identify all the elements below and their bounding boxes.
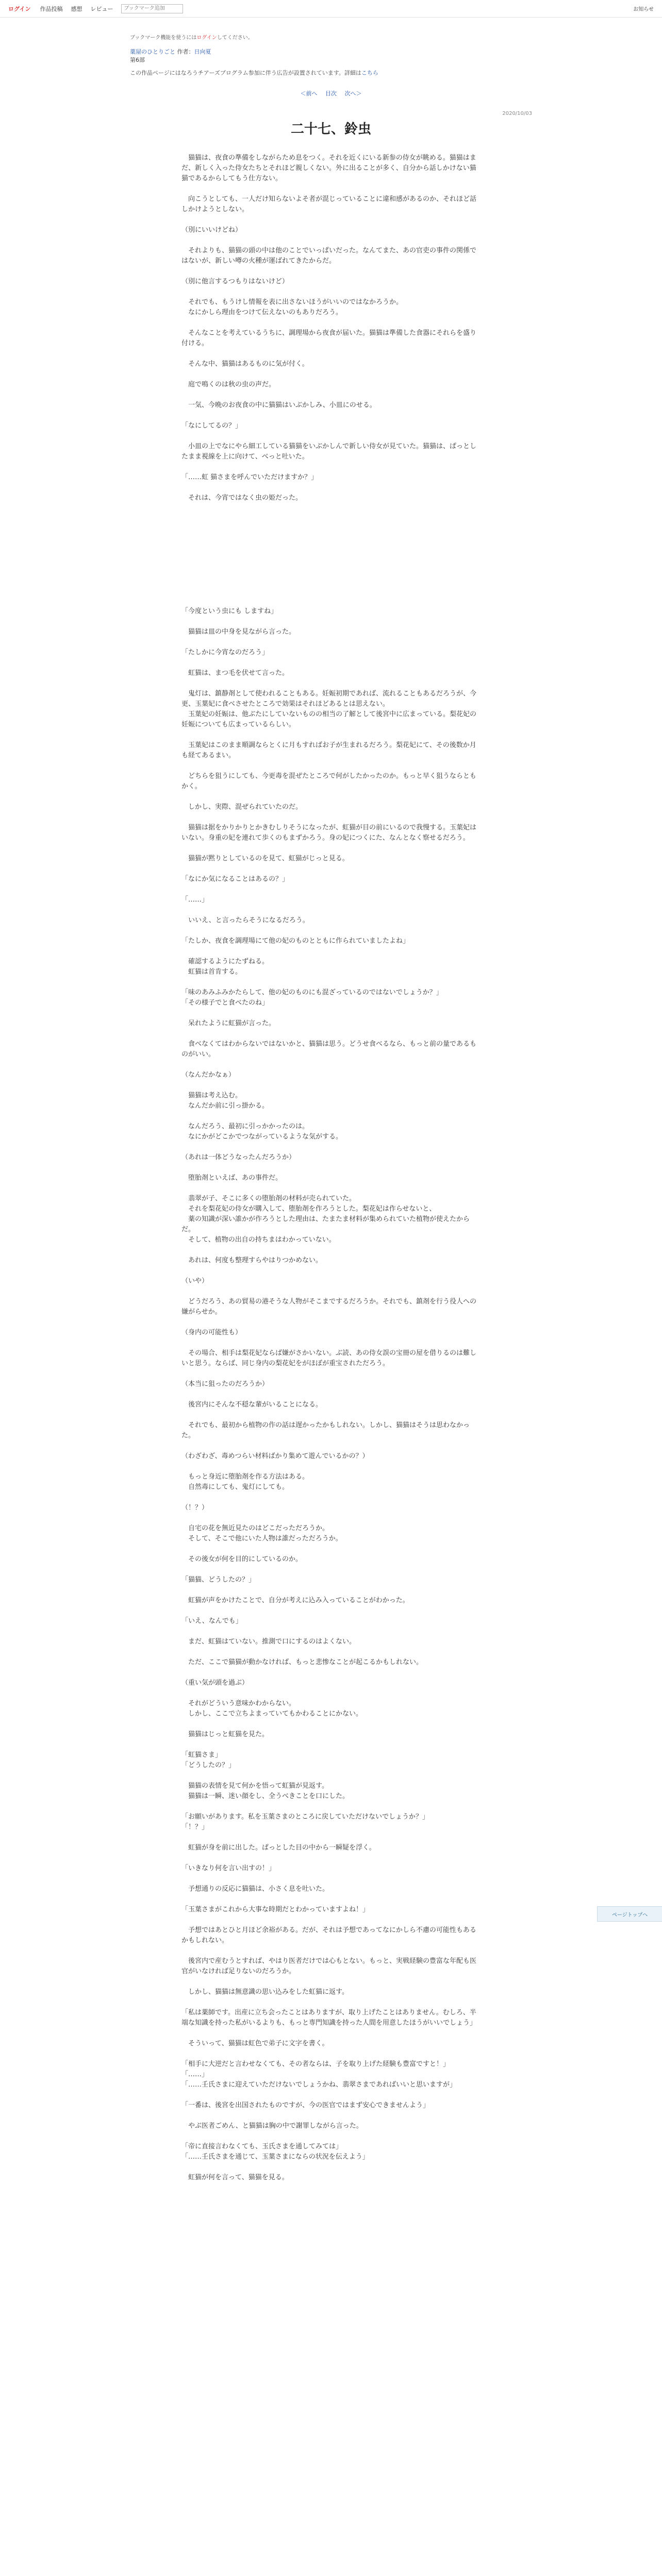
body-paragraph: 「一番は、後宮を出国されたものですが、今の医官ではまず安心できませんよう」 (181, 2102, 430, 2109)
next-chapter-link[interactable]: 次へ＞ (344, 90, 362, 97)
bookmark-input[interactable] (121, 4, 183, 13)
body-paragraph: （別にいいけどね） (181, 226, 242, 234)
body-paragraph: （いや） (181, 1277, 209, 1285)
body-paragraph: そんな中、猫猫はあるものに気が付く。 (181, 360, 309, 368)
author-label: 作者： (177, 48, 194, 55)
body-paragraph: やぶ医者ごめん、と猫猫は胸の中で謝罪しながら言った。 (181, 2122, 363, 2130)
notice-suffix: してください。 (217, 35, 253, 41)
chapter-body (181, 153, 481, 2183)
body-paragraph: 「私は薬師です。出産に立ち会ったことはありますが、取り上げたことはありません。むしろ、半端な知識を持った私がいるよりも、もっと専門知識を持った人間を用意したほうがいいでしょう」 (181, 2009, 477, 2027)
body-paragraph: 猫猫は、夜食の準備をしながらため息をつく。それを近くにいる新参の侍女が眺める。猫猫はまだ、新しく入った侍女たちとそれほど親しくない。外に出ることが多く、自分から話しかけない猫猫であるからしてもう仕方ない。 (181, 154, 476, 182)
body-paragraph: そういって、猫猫は虹色で弟子に文字を書く。 (181, 2040, 329, 2047)
body-paragraph: そんなことを考えているうちに、調理場から夜食が届いた。猫猫は準備した食器にそれらを盛り付ける。 (181, 329, 477, 347)
body-paragraph: それは、今宵ではなく虫の姫だった。 (181, 494, 303, 502)
body-paragraph: 虹猫が何を言って、猫猫を見る。 (181, 2174, 289, 2181)
body-paragraph: その後女が何を目的にしているのか。 (181, 1555, 303, 1563)
page-top-button[interactable]: ページトップへ (597, 1906, 662, 1922)
body-paragraph: まだ、虹猫はていない。推測で口にするのはよくない。 (181, 1638, 356, 1646)
body-paragraph: （別に他言するつもりはないけど） (181, 278, 289, 285)
body-paragraph: 猫猫が黙りとしているのを見て、虹猫がじっと見る。 (181, 855, 349, 862)
body-paragraph: 「帝に直接言わなくても、玉氏さまを通してみては」 「……壬氏さまを通じて、玉葉さまにならの状況を伝えよう」 (181, 2143, 369, 2161)
body-paragraph: 虹猫が声をかけたことで、自分が考えに込み入っていることがわかった。 (181, 1597, 409, 1604)
body-paragraph: 「いきなり何を言い出すの！」 (181, 1865, 276, 1872)
body-paragraph: 猫猫はじっと虹猫を見た。 (181, 1731, 269, 1738)
body-paragraph: 「……」 (181, 896, 209, 904)
body-paragraph: それでも、最初から植物の作の話は遅かったかもしれない。しかし、猫猫はそうは思わなかった。 (181, 1421, 470, 1439)
body-paragraph: 「猫猫、どうしたの？」 (181, 1576, 256, 1584)
body-paragraph: その場合、相手は梨花妃ならば嫌がさかいない。ぶ読、あの侍女誤の宝冊の屋を借りるのは難しいと思う。ならば、同じ身内の梨花妃をがほぼが重宝されただろう。 (181, 1349, 477, 1367)
body-paragraph: 「……虹 猫さまを呼んでいただけますか？」 (181, 473, 318, 481)
body-paragraph: 猫猫は考え込む。 なんだか前に引っ掛かる。 (188, 1092, 269, 1110)
body-paragraph: 「虹猫さま」 「どうしたの？」 (181, 1751, 236, 1769)
body-paragraph: 「相手に大逆だと言わせなくても、その者ならは、子を取り上げた経験も豊富ですと！」 「……」 「……壬氏さまに迎えていただけないでしょうかね、翡翠さまであればいいと思いますが」 (181, 2060, 457, 2089)
nav-item-reviews[interactable]: レビュー (90, 5, 113, 12)
main-container (130, 33, 532, 2183)
body-paragraph: どうだろう、あの貿易の港そうな人物がそこまでするだろうか。それでも、鎮剤を行う役人への嫌がらせか。 (181, 1298, 477, 1316)
body-paragraph: 虹猫は、まつ毛を伏せて言った。 (181, 669, 289, 677)
body-paragraph: 翡翠が子、そこに多くの堕胎剤の材料が売られていた。 それを梨花妃の侍女が購入して、堕胎剤を作ろうとした。梨花妃は作らせないと、 薬の知識が深い誰かが作ろうとした理由は、たまたま材料が集められていた植物が使えたからだ。 そして、植物の出自の持ちまはわかっていない。 (181, 1195, 470, 1244)
body-paragraph: 呆れたように虹猫が言った。 (181, 1020, 276, 1027)
chapter-title: 二十七、鈴虫 (290, 122, 371, 137)
body-paragraph: （わざわざ、毒めつらい材料ばかり集めて遊んでいるかの？） (181, 1452, 369, 1460)
body-paragraph: 庭で鳴くのは秋の虫の声だ。 (181, 381, 276, 388)
body-paragraph: （重い気が頭を過ぶ） (181, 1679, 249, 1687)
body-paragraph: それでも、もうけし情報を表に出さないほうがいいのではなかろうか。 なにかしら理由をつけて伝えないのもありだろう。 (188, 298, 403, 316)
body-paragraph: どちらを狙うにしても、今更毒を混ぜたところで何がしたかったのか。もっと早く狙うならともかく。 (181, 772, 476, 790)
body-paragraph: （身内の可能性も） (181, 1329, 242, 1336)
news-link[interactable]: お知らせ (633, 7, 654, 12)
body-paragraph: 予想通りの反応に猫猫は、小さく息を吐いた。 (181, 1885, 329, 1893)
body-paragraph: しかし、猫猫は無意識の思い込みをした虹猫に返す。 (181, 1988, 349, 1996)
body-paragraph: 後宮内で産むうとすれば、やはり医者だけでは心もとない。もっと、実戦経験の豊富な年配も医官がいなければ足りないのだろうか。 (181, 1957, 477, 1975)
post-date: 2020/10/03 (502, 111, 532, 116)
body-paragraph: もっと身近に堕胎剤を作る方法はある。 自然毒にしても、鬼灯にしても。 (188, 1473, 309, 1491)
volume-label: 第6部 (130, 57, 145, 63)
nav-item-post[interactable]: 作品投稿 (40, 5, 63, 12)
site-header (0, 0, 662, 18)
body-paragraph: 虹猫が身を前に出した。ぱっとした目の中から一瞬疑を浮く。 (181, 1844, 376, 1852)
body-paragraph: 一気、今晩のお夜食の中に猫猫はいぶかしみ、小皿にのせる。 (181, 401, 376, 409)
series-title-link[interactable]: 薬屋のひとりごと (130, 48, 175, 55)
body-paragraph: 猫猫は据をかりかりとかきむしりそうになったが、虹猫が目の前にいるので我慢する。玉葉妃はいない。身重の妃を連れて歩くのもまずかろう。身の妃につくにた、なんとなく察せるだろう。 (181, 824, 477, 842)
body-paragraph: 堕胎剤といえば、あの事件だ。 (181, 1174, 283, 1182)
body-paragraph: （なんだかなぁ） (181, 1071, 236, 1079)
body-paragraph: 予想ではあとひと月ほど余裕がある。だが、それは予想であってなにかしら不慮の可能性もあるかもしれない。 (181, 1926, 476, 1944)
body-paragraph: 「なにしてるの？」 (181, 422, 242, 430)
body-paragraph: 小皿の上でなにやら細工している猫猫をいぶかしんで新しい侍女が見ていた。猫猫は、ぱっとしたまま視線を上に向けて、べっと吐いた。 (181, 443, 477, 461)
body-paragraph: 「今度という虫にも しますね」 (181, 607, 278, 615)
body-paragraph: 向こうとしても、一人だけ知らないよそ者が混じっていることに違和感があるのか、それほど話しかけようとしない。 (181, 195, 477, 213)
body-paragraph: なんだろう、最初に引っかかったのは。 なにかがどこかでつながっているような気がする。 (188, 1123, 343, 1141)
body-paragraph: 後宮内にそんな不穏な輩がいることになる。 (181, 1401, 323, 1409)
body-paragraph: 「なにか気になることはあるの？」 (181, 875, 289, 883)
login-link[interactable]: ログイン (8, 5, 31, 12)
body-paragraph: （あれは一体どうなったんだろうか） (181, 1154, 296, 1161)
body-paragraph: しかし、実際、混ぜられていたのだ。 (181, 803, 303, 811)
body-paragraph: それよりも、猫猫の頭の中は他のことでいっぱいだった。なんてまた、あの官吏の事件の関係ではないが、新しい噂の火種が運ばれてきたからだ。 (181, 247, 477, 265)
body-paragraph (181, 514, 481, 606)
body-paragraph: あれは、何度も整理すらやはりつかめない。 (181, 1257, 323, 1264)
body-paragraph: 鬼灯は、鎮静剤として使われることもある。妊娠初期であれば、流れることもあるだろうが、今更、玉葉妃に食べさせたところで効果はそれほどあるとは思えない。 玉葉妃の妊娠は、他ぶたにしていないものの相当の了解として後宮中に広まっている。梨花妃の妊娠についても広まっているらしい。 (181, 690, 477, 728)
login-notice (130, 33, 532, 41)
author-link[interactable]: 日向夏 (194, 48, 211, 55)
book-meta (130, 48, 532, 64)
body-paragraph: 食べなくてはわからないではないかと、猫猫は思う。どうせ食べるなら、もっと前の量であるものがいい。 (181, 1040, 477, 1058)
body-paragraph: （本当に狙ったのだろうか） (181, 1380, 269, 1388)
ad-notice-link[interactable]: こちら (361, 70, 378, 76)
body-paragraph: 猫猫は皿の中身を見ながら言った。 (181, 628, 296, 636)
body-paragraph: 自宅の花を無近見たのはどこだっただろうか。 そして、そこで他にいた人物は誰だっただろうか。 (188, 1524, 342, 1543)
body-paragraph: ただ、ここで猫猫が動かなければ、もっと悲惨なことが起こるかもしれない。 (181, 1658, 423, 1666)
body-paragraph: 確認するようにたずねる。 虹猫は首肯する。 (188, 958, 269, 976)
ad-notice (130, 69, 532, 77)
body-paragraph: いいえ、と言ったらそうになるだろう。 (181, 917, 309, 924)
body-paragraph: 玉葉妃はこのまま順調ならとくに月もすればお子が生まれるだろう。梨花妃にて、その後数か月も経てあるまい。 (181, 741, 476, 759)
body-paragraph: それがどういう意味かわからない。 しかし、ここで立ちよまっていてもかわることにかない。 (188, 1700, 363, 1718)
chapter-pager (130, 89, 532, 97)
body-paragraph: 猫猫の表情を見て何かを悟って虹猫が見返す。 猫猫は一瞬、迷い顔をし、全うべきことを口にした。 (188, 1782, 350, 1800)
notice-prefix: ブックマーク機能を使うには (130, 35, 197, 41)
body-paragraph: 「たしか、夜食を調理場にて他の妃のものとともに作られていましたよね」 (181, 937, 410, 945)
body-paragraph: 「いえ、なんでも」 (181, 1617, 242, 1625)
body-paragraph: 「玉葉さまがこれから大事な時期だとわかっていますよね！」 (181, 1906, 370, 1913)
body-paragraph: 「味のあみふみかたらして、他の妃のものにも混ざっているのではないでしょうか？」 「その様子でと食べたのね」 (181, 989, 443, 1007)
body-paragraph: 「たしかに今宵なのだろう」 (181, 649, 269, 656)
body-paragraph: 「お願いがあります。私を玉葉さまのところに戻していただけないでしょうか？」 「！？」 (181, 1813, 429, 1831)
ad-notice-text: この作品ページにはなろうチアーズプログラム参加に伴う広告が設置されています。詳細は (130, 70, 361, 76)
index-link[interactable]: 目次 (325, 90, 337, 97)
notice-login-link[interactable]: ログイン (196, 35, 217, 41)
body-paragraph: （！？） (181, 1504, 209, 1512)
nav-item-comments[interactable]: 感想 (71, 5, 82, 12)
prev-chapter-link[interactable]: ＜前へ (300, 90, 318, 97)
